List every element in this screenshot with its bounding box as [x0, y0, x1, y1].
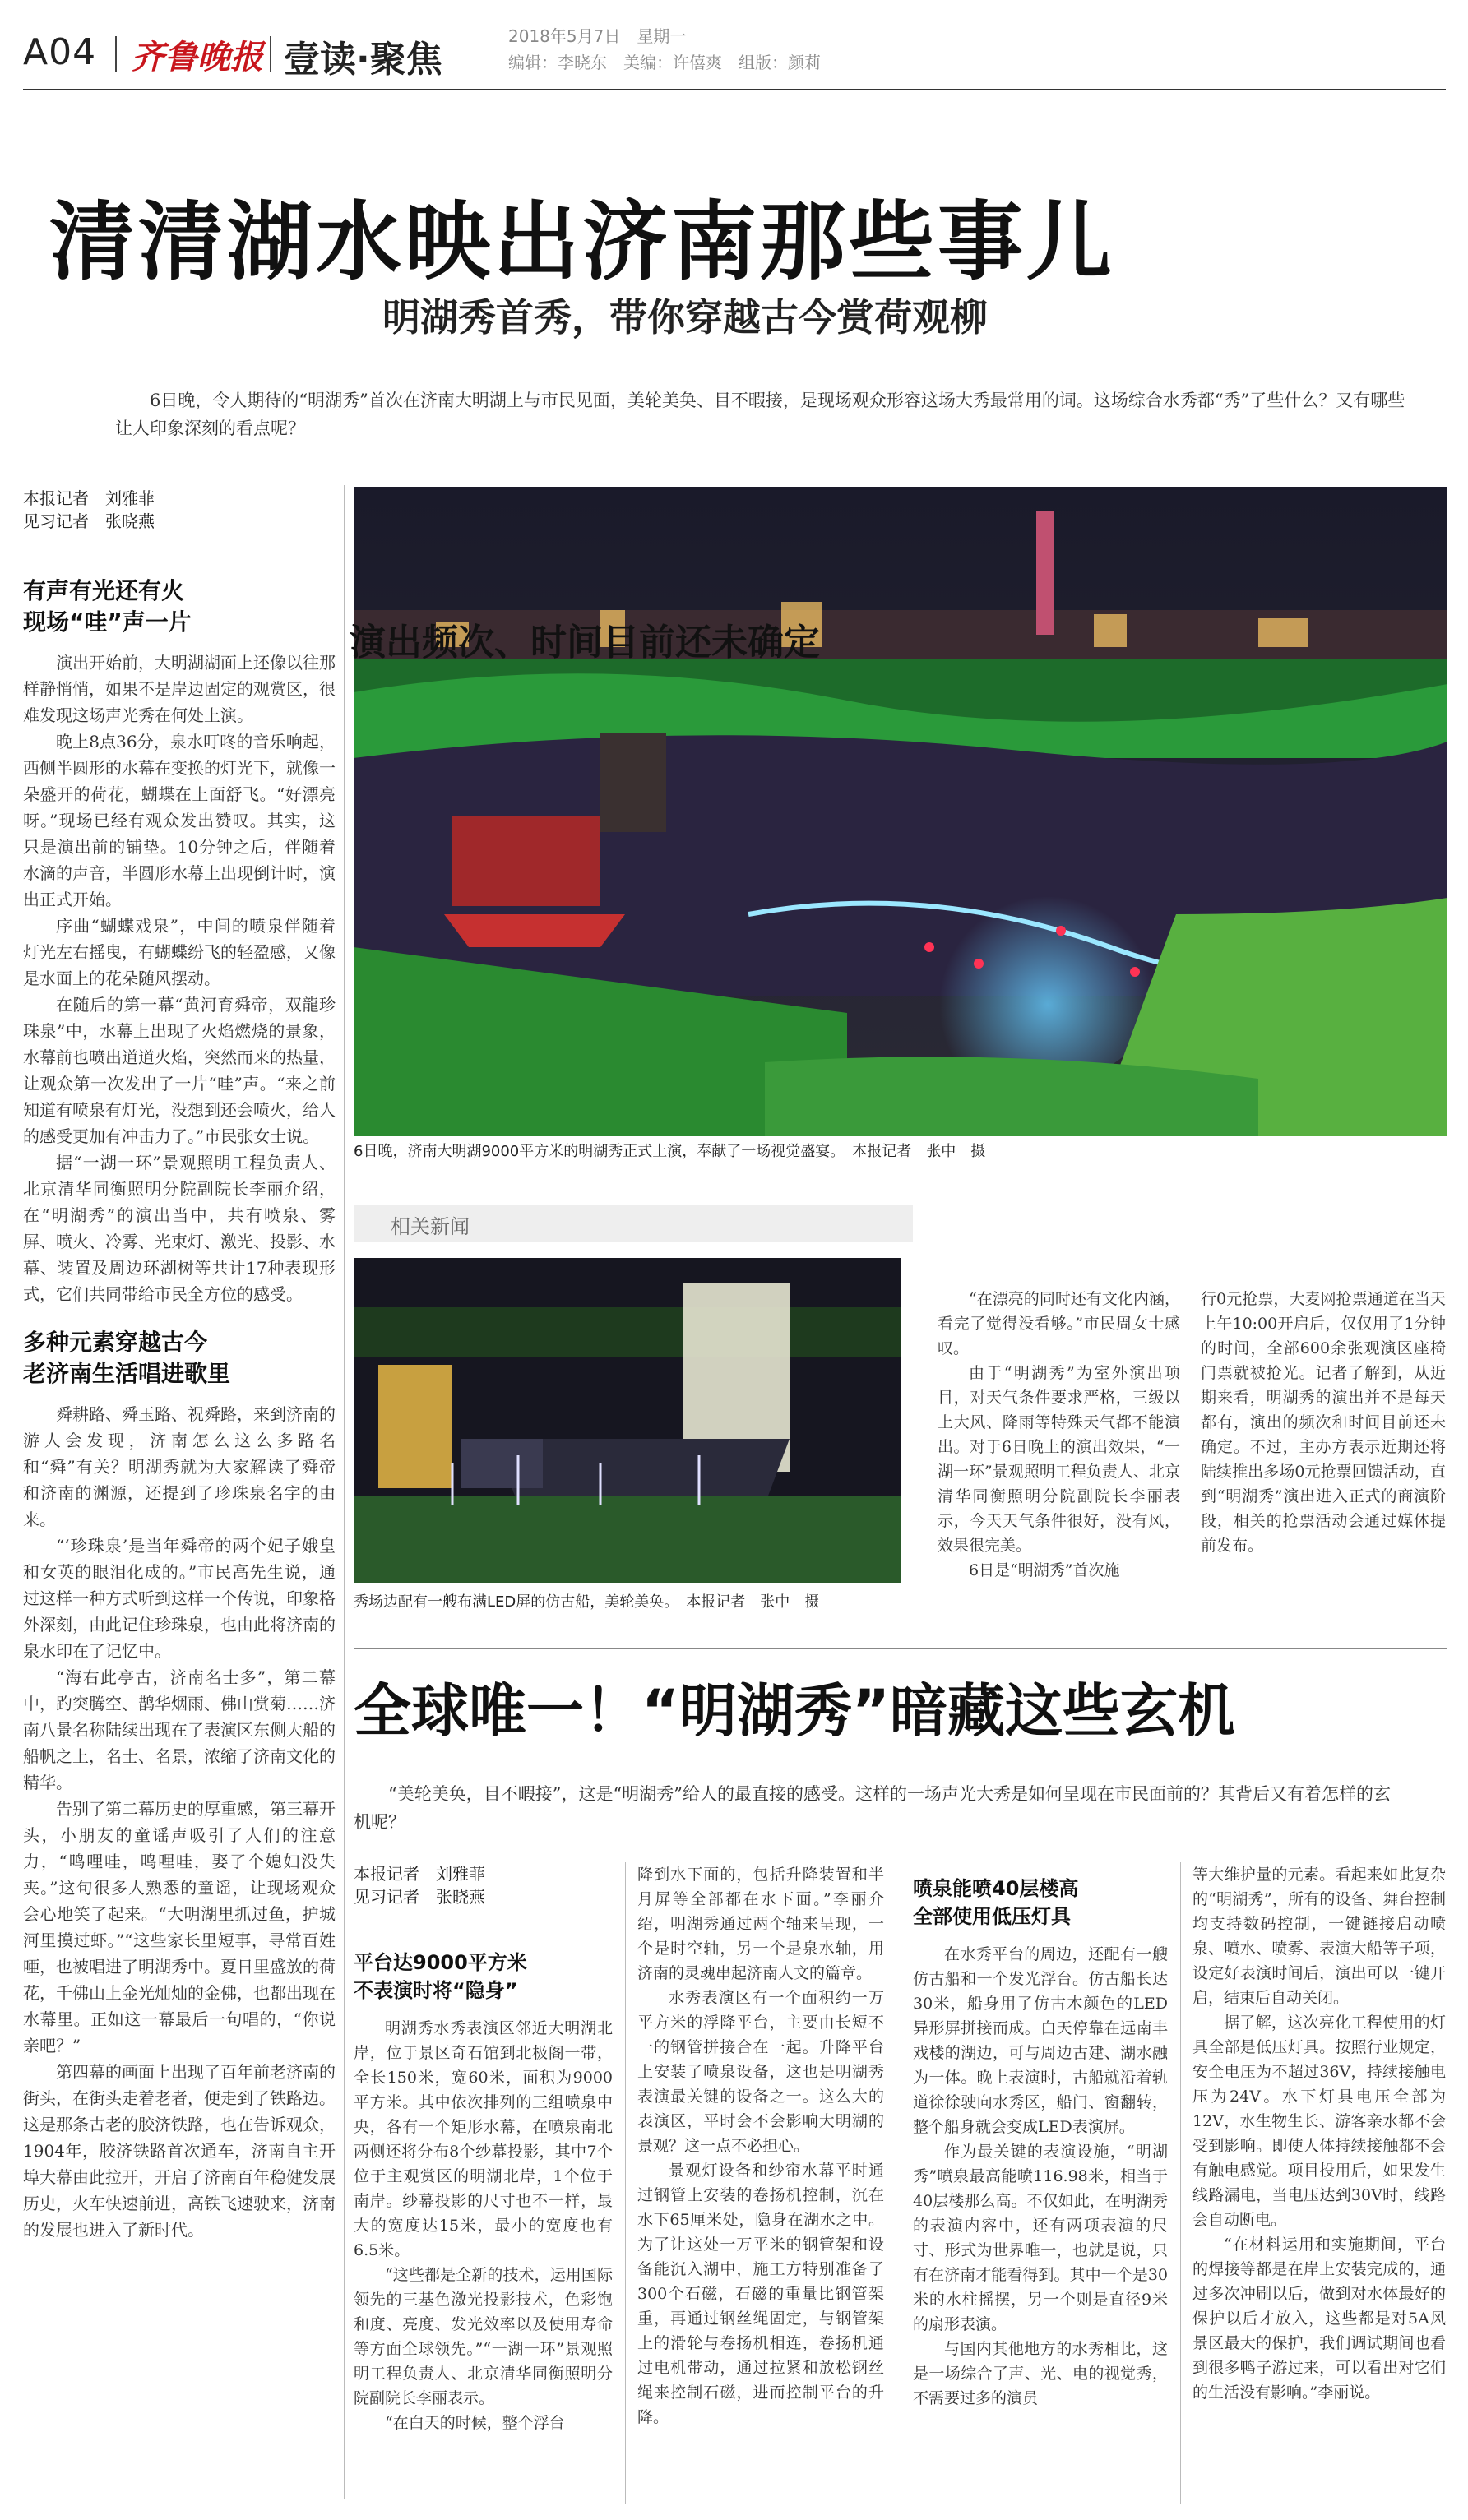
byline-intern: 见习记者 张晓燕: [354, 1887, 485, 1907]
story2-column-b: [1201, 1287, 1446, 1558]
paragraph: 告别了第二幕历史的厚重感，第三幕开头，小朋友的童谣声吸引了人们的注意力，“鸣哩哇，鸣哩哇，娶了个媳妇没失夹。”这句很多人熟悉的童谣，让现场观众会心地笑了起来。“大明湖里抓过鱼，护城河里摸过虾。”“这些家长里短事，寻常百姓唖，也被唱进了明湖秀中。夏日里盛放的荷花，千佛山上金光灿灿的金佛，也都出现在水幕里。正如这一幕最后一句唱的，“你说亲吧？”: [23, 1799, 336, 2055]
subhead-2b: 老济南生活唱进歌里: [23, 1360, 231, 1387]
paragraph: 序曲“蝴蝶戏泉”，中间的喷泉伴随着灯光左右摇曳，有蝴蝶纷飞的轻盈感，又像是水面上的花朵随风摆动。: [23, 916, 336, 988]
issue-date: 2018年5月7日 星期一: [508, 26, 687, 46]
editor-credits: 编辑：李晓东 美编：许僖爽 组版：颜莉: [508, 53, 821, 72]
left-paragraphs-2: [23, 1401, 336, 2243]
story3-subhead-2: 喷泉能喷40层楼高: [913, 1877, 1079, 1900]
paragraph: 明湖秀水秀表演区邻近大明湖北岸，位于景区奇石馆到北极阁一带，全长150米，宽60米，面积为9000平方米。其中依次排列的三组喷泉中央，各有一个矩形水幕，在喷泉南北两侧还将分布8个纱幕投影，其中7个位于主观赏区的明湖北岸，1个位于南岸。纱幕投影的尺寸也不一样，最大的宽度达15米，最小的宽度也有6.5米。: [354, 2019, 613, 2259]
paragraph: 由于“明湖秀”为室外演出项目，对天气条件要求严格，三级以上大风、降雨等特殊天气都不能演出。对于6日晚上的演出效果，“一湖一环”景观照明工程负责人、北京清华同衡照明分院副院长李丽表示，今天天气条件很好，没有风，效果很完美。: [938, 1364, 1180, 1555]
paragraph: 演出开始前，大明湖湖面上还像以往那样静悄悄，如果不是岸边固定的观赏区，很难发现这场声光秀在何处上演。: [23, 653, 336, 725]
paragraph: 第四幕的画面上出现了百年前老济南的街头，在街头走着老者，便走到了铁路边。这是那条古老的胶济铁路，也在告诉观众，1904年，胶济铁路首次通车，济南自主开埠大幕由此拉开，开启了济南百年稳健发展历史，火车快速前进，高铁飞速驶来，济南的发展也进入了新时代。: [23, 2062, 336, 2240]
paragraph: “‘珍珠泉’是当年舜帝的两个妃子娥皇和女英的眼泪化成的。”市民高先生说，通过这样一种方式听到这样一个传说，印象格外深刻，由此记住珍珠泉，也由此将济南的泉水印在了记忆中。: [23, 1536, 336, 1661]
header-divider: [115, 36, 117, 72]
paragraph: 在水秀平台的周边，还配有一艘仿古船和一个发光浮台。仿古船长达30米，船身用了仿古木颜色的LED异形屏拼接而成。白天停靠在远南丰戏楼的湖边，可与周边古建、湖水融为一体。晚上表演时，古船就沿着轨道徐徐驶向水秀区，船门、窗翻转，整个船身就会变成LED表演屏。: [913, 1945, 1168, 2136]
related-news-label: 相关新闻: [391, 1215, 470, 1238]
paragraph: 降到水下面的，包括升降装置和半月屏等全部都在水下面。”李丽介绍，明湖秀通过两个轴来呈现，一个是时空轴，另一个是泉水轴，用济南的灵魂串起济南人文的篇章。: [637, 1866, 884, 1982]
main-lead: 6日晚，令人期待的“明湖秀”首次在济南大明湖上与市民见面，美轮美奂、目不暇接，是现场观众形容这场大秀最常用的词。这场综合水秀都“秀”了些什么？又有哪些让人印象深刻的看点呢？: [115, 391, 1405, 438]
paragraph: “这些都是全新的技术，运用国际领先的三基色激光投影技术，色彩饱和度、亮度、发光效率以及使用寿命等方面全球领先。”“一湖一环”景观照明工程负责人、北京清华同衡照明分院副院长李丽表示。: [354, 2266, 613, 2407]
byline-intern: 见习记者 张晓燕: [23, 511, 155, 531]
paragraph: 等大维护量的元素。看起来如此复杂的“明湖秀”，所有的设备、舞台控制均支持数码控制，一键链接启动喷泉、喷水、喷雾、表演大船等子项，设定好表演时间后，演出可以一键开启，结束后自动关闭。: [1192, 1866, 1446, 2007]
story3-column-3: [913, 1875, 1168, 2411]
paragraph: 舜耕路、舜玉路、祝舜路，来到济南的游人会发现，济南怎么这么多路名和“舜”有关？明湖秀就为大家解读了舜帝和济南的渊源，还提到了珍珠泉名字的由来。: [23, 1404, 336, 1529]
paragraph: 6日是“明湖秀”首次施: [969, 1561, 1120, 1579]
related-photo-caption: 秀场边配有一艘布满LED屏的仿古船，美轮美奂。 本报记者 张中 摄: [354, 1593, 820, 1611]
led-boat-image: [354, 1258, 901, 1583]
byline: [23, 487, 155, 533]
story3-headline: 全球唯一！“明湖秀”暗藏这些玄机: [354, 1677, 1236, 1745]
paragraph: 晚上8点36分，泉水叮咚的音乐响起，西侧半圆形的水幕在变换的灯光下，就像一朵盛开的荷花，蝴蝶在上面舒飞。“好漂亮呀。”现场已经有观众发出赞叹。其实，这只是演出前的铺垫。10分钟之后，伴随着水滴的声音，半圆形水幕上出现倒计时，演出正式开始。: [23, 732, 336, 909]
story3-column-4: [1192, 1862, 1446, 2405]
section-title: 壹读·聚焦: [284, 39, 442, 81]
column-rule: [1180, 1862, 1181, 2504]
left-paragraphs-1: [23, 650, 336, 1307]
paragraph: 行0元抢票，大麦网抢票通道在当天上午10:00开启后，仅仅用了1分钟的时间，全部600余张观演区座椅门票就被抢光。记者了解到，从近期来看，明湖秀的演出并不是每天都有，演出的频次和时间目前还未确定。不过，主办方表示近期还将陆续推出多场0元抢票回馈活动，直到“明湖秀”演出进入正式的商演阶段，相关的抢票活动会通过媒体提前发布。: [1201, 1290, 1446, 1555]
header-divider-2: [270, 36, 271, 72]
story2-headline: 演出频次、时间目前还未确定: [350, 622, 820, 664]
main-photo: [354, 487, 1447, 1136]
page-number: A04: [23, 31, 97, 73]
paragraph: 据了解，这次亮化工程使用的灯具全部是低压灯具。按照行业规定，安全电压为不超过36V，持续接触电压为24V。水下灯具电压全部为12V，水生物生长、游客亲水都不会受到影响。即使人体持续接触都不会有触电感觉。项目投用后，如果发生线路漏电，当电压达到30V时，线路会自动断电。: [1192, 2014, 1446, 2229]
left-column: [23, 576, 336, 2243]
story3-subhead-2b: 全部使用低压灯具: [913, 1905, 1071, 1928]
column-rule: [625, 1862, 626, 2504]
story3-top-rule: [354, 1648, 1447, 1649]
subhead-1b: 现场“哇”声一片: [23, 608, 192, 636]
paragraph: “在材料运用和实施期间，平台的焊接等都是在岸上安装完成的，通过多次冲刷以后，做到对水体最好的保护以后才放入，这些都是对5A风景区最大的保护，我们调试期间也看到很多鸭子游过来，可以看出对它们的生活没有影响。”李丽说。: [1192, 2236, 1446, 2402]
subhead-1: 有声有光还有火: [23, 577, 185, 604]
column-rule: [344, 485, 345, 2499]
main-headline: 清清湖水映出济南那些事儿: [49, 192, 1116, 292]
paragraph: “在漂亮的同时还有文化内涵，看完了觉得没看够。”市民周女士感叹。: [938, 1290, 1180, 1357]
night-lake-show-image: [354, 487, 1447, 1136]
paragraph: 在随后的第一幕“黄河育舜帝，双龍珍珠泉”中，水幕上出现了火焰燃烧的景象，水幕前也喷出道道火焰，突然而来的热量，让观众第一次发出了一片“哇”声。“来之前知道有喷泉有灯光，没想到还会喷火，给人的感受更加有冲击力了。”市民张女士说。: [23, 995, 336, 1146]
story3-column-2: [637, 1862, 884, 2430]
newspaper-logo: 齐鲁晚报: [132, 38, 263, 76]
main-photo-caption: 6日晚，济南大明湖9000平方米的明湖秀正式上演，奉献了一场视觉盛宴。 本报记者 张中 摄: [354, 1143, 986, 1160]
paragraph: “在白天的时候，整个浮台: [385, 2414, 565, 2432]
paragraph: 景观灯设备和纱帘水幕平时通过钢管上安装的卷扬机控制，沉在水下65厘米处，隐身在湖水之中。为了让这处一万平米的钢管架和设备能沉入湖中，施工方特别准备了300个石磁，石磁的重量比钢管架重，再通过钢丝绳固定，与钢管架上的滑轮与卷扬机相连，卷扬机通过电机带动，通过拉紧和放松钢丝绳来控制石磁，进而控制平台的升降。: [637, 2162, 884, 2426]
paragraph: 据“一湖一环”景观照明工程负责人、北京清华同衡照明分院副院长李丽介绍，在“明湖秀”的演出当中，共有喷泉、雾屏、喷火、冷雾、光束灯、激光、投影、水幕、装置及周边环湖树等共计17种表现形式，它们共同带给市民全方位的感受。: [23, 1153, 336, 1304]
paragraph: 水秀表演区有一个面积约一万平方米的浮降平台，主要由长短不一的钢管拼接合在一起。升降平台上安装了喷泉设备，这也是明湖秀表演最关键的设备之一。这么大的表演区，平时会不会影响大明湖的景观？这一点不必担心。: [637, 1989, 884, 2155]
paragraph: “海右此亭古，济南名士多”，第二幕中，趵突腾空、鹊华烟雨、佛山赏菊……济南八景名称陆续出现在了表演区东侧大船的船帆之上，名士、名景，浓缩了济南文化的精华。: [23, 1667, 336, 1792]
paragraph: 作为最关键的表演设施，“明湖秀”喷泉最高能喷116.98米，相当于40层楼那么高。不仅如此，在明湖秀的表演内容中，还有两项表演的尺寸、形式为世界唯一，也就是说，只有在济南才能看得到。其中一个是30米的水柱摇摆，另一个则是直径9米的扇形表演。: [913, 2143, 1168, 2333]
main-subheadline: 明湖秀首秀，带你穿越古今赏荷观柳: [382, 295, 988, 340]
related-photo: [354, 1258, 901, 1583]
story3-lead: “美轮美奂，目不暇接”，这是“明湖秀”给人的最直接的感受。这样的一场声光大秀是如何呈现在市民面前的？其背后又有着怎样的玄机呢？: [354, 1784, 1391, 1832]
story3-byline: [354, 1862, 485, 1908]
story3-subhead-1b: 不表演时将“隐身”: [354, 1979, 518, 2002]
story3-subhead-1: 平台达9000平方米: [354, 1951, 527, 1974]
paragraph: 与国内其他地方的水秀相比，这是一场综合了声、光、电的视觉秀，不需要过多的演员: [913, 2340, 1168, 2407]
header-rule: [23, 89, 1446, 90]
byline-reporter: 本报记者 刘雅菲: [354, 1864, 485, 1884]
subhead-2: 多种元素穿越古今: [23, 1329, 208, 1356]
story3-column-1: [354, 1949, 613, 2435]
byline-reporter: 本报记者 刘雅菲: [23, 488, 155, 508]
story2-column-a: [938, 1287, 1180, 1583]
